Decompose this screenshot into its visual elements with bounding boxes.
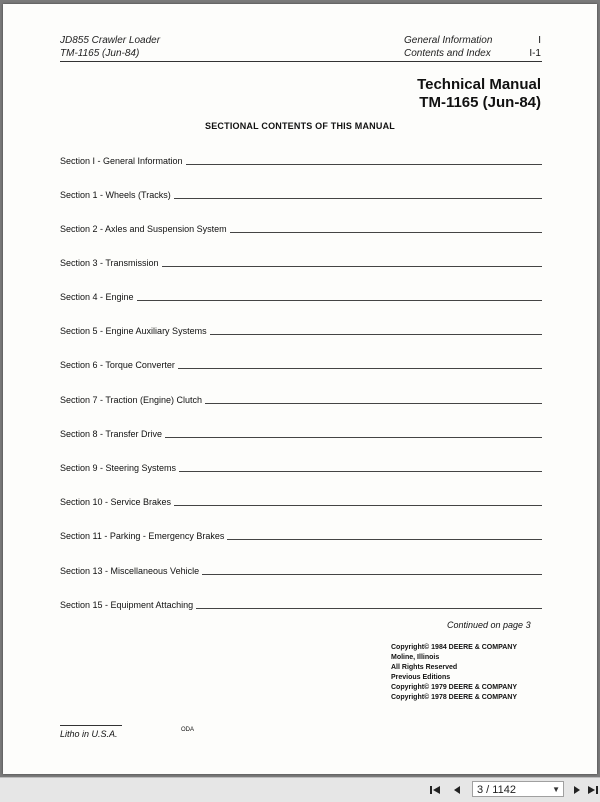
- leader-line: [179, 470, 542, 472]
- toc-entry-label: Section 4 - Engine: [60, 292, 134, 302]
- toc-entry[interactable]: [60, 323, 542, 337]
- page-number-select[interactable]: [472, 781, 564, 797]
- toc-entry-label: Section 6 - Torque Converter: [60, 360, 175, 370]
- toc-entry[interactable]: [60, 426, 542, 440]
- leader-line: [137, 299, 542, 301]
- header-contents: Contents and Index: [404, 48, 491, 59]
- toc-entry[interactable]: [60, 597, 542, 611]
- toc-entry-label: Section 5 - Engine Auxiliary Systems: [60, 326, 207, 336]
- copyright-line: All Rights Reserved: [391, 664, 458, 671]
- toc-entry[interactable]: [60, 392, 542, 406]
- copyright-block: [391, 643, 517, 703]
- print-code: ODA: [181, 727, 195, 733]
- toc-entry-label: Section 10 - Service Brakes: [60, 497, 172, 507]
- copyright-line: Copyright© 1978 DEERE & COMPANY: [391, 694, 517, 701]
- toc-entry-label: Section I - General Information: [60, 156, 183, 166]
- header-left: [60, 34, 160, 60]
- leader-line: [202, 573, 542, 575]
- header-group-number: I: [538, 35, 541, 46]
- prev-page-icon[interactable]: [450, 783, 464, 797]
- copyright-line: Copyright© 1984 DEERE & COMPANY: [391, 644, 517, 651]
- toc-entry-label: Section 3 - Transmission: [60, 258, 159, 268]
- leader-line: [227, 538, 542, 540]
- copyright-line: Previous Editions: [391, 674, 451, 681]
- header-page-numbers: [519, 34, 541, 60]
- toc-entry-label: Section 1 - Wheels (Tracks): [60, 190, 171, 200]
- pdf-toolbar: [0, 777, 600, 802]
- toc-entry[interactable]: [60, 460, 542, 474]
- toc-entry[interactable]: [60, 221, 542, 235]
- header-model: JD855 Crawler Loader: [60, 35, 161, 46]
- chevron-down-icon: ▼: [552, 785, 560, 794]
- toc-entry[interactable]: [60, 187, 542, 201]
- toc-entry[interactable]: [60, 528, 542, 542]
- toc-entry[interactable]: [60, 563, 542, 577]
- leader-line: [205, 402, 542, 404]
- leader-line: [196, 607, 542, 609]
- toc-entry[interactable]: [60, 289, 542, 303]
- leader-line: [165, 436, 542, 438]
- title-line-1: Technical Manual: [417, 76, 541, 93]
- footer-divider: [60, 725, 122, 726]
- last-page-icon[interactable]: [586, 783, 600, 797]
- header-page-number: I-1: [529, 48, 541, 59]
- manual-title: [417, 76, 541, 112]
- leader-line: [186, 163, 542, 165]
- leader-line: [174, 504, 542, 506]
- toc-entry-label: Section 11 - Parking - Emergency Brakes: [60, 531, 225, 541]
- toc-entry[interactable]: [60, 255, 542, 269]
- continued-note: Continued on page 3: [447, 620, 531, 630]
- leader-line: [162, 265, 542, 267]
- toc-entry-label: Section 8 - Transfer Drive: [60, 429, 163, 439]
- leader-line: [210, 333, 542, 335]
- toc-entry-label: Section 2 - Axles and Suspension System: [60, 224, 227, 234]
- next-page-icon[interactable]: [570, 783, 584, 797]
- header-section: General Information: [404, 35, 493, 46]
- toc-entry-label: Section 9 - Steering Systems: [60, 463, 177, 473]
- toc-entry[interactable]: [60, 357, 542, 371]
- leader-line: [174, 197, 542, 199]
- header-manual-id: TM-1165 (Jun-84): [60, 48, 140, 59]
- litho-note: Litho in U.S.A.: [60, 729, 118, 739]
- toc-entry[interactable]: [60, 494, 542, 508]
- toc-entry-label: Section 13 - Miscellaneous Vehicle: [60, 566, 200, 576]
- header-divider: [60, 61, 542, 62]
- copyright-line: Moline, Illinois: [391, 654, 440, 661]
- toc-entry-label: Section 7 - Traction (Engine) Clutch: [60, 395, 203, 405]
- header-right: [404, 34, 492, 60]
- leader-line: [230, 231, 542, 233]
- document-page: [3, 4, 597, 774]
- page-indicator: 3 / 1142: [477, 784, 516, 796]
- toc-entry-label: Section 15 - Equipment Attaching: [60, 600, 194, 610]
- contents-heading: SECTIONAL CONTENTS OF THIS MANUAL: [205, 121, 395, 131]
- first-page-icon[interactable]: [428, 783, 442, 797]
- leader-line: [178, 367, 542, 369]
- title-line-2: TM-1165 (Jun-84): [419, 94, 541, 111]
- toc-entry[interactable]: [60, 153, 542, 167]
- copyright-line: Copyright© 1979 DEERE & COMPANY: [391, 684, 517, 691]
